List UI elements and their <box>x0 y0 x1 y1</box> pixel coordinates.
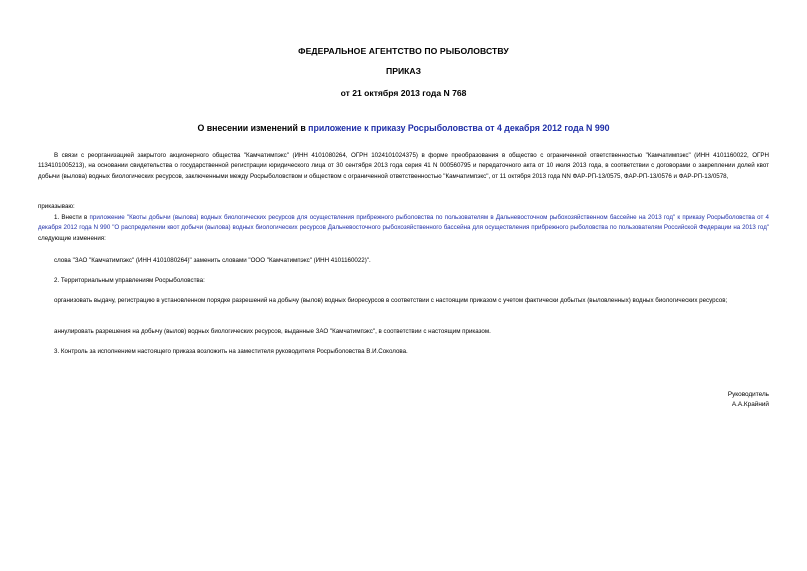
date-number-heading: от 21 октября 2013 года N 768 <box>340 88 467 98</box>
item-2a-text: организовать выдачу, регистрацию в установленном порядке разрешений на добычу (вылов) водных биоресурсов в соответствии с настоящим приказом с учетом фактически добытых (выловленных) водных биологических ресурсов; <box>54 297 728 304</box>
order-word-text: приказываю: <box>38 203 75 210</box>
signature-name: А.А.Крайний <box>731 401 769 408</box>
doc-type-heading: ПРИКАЗ <box>386 66 421 76</box>
replace-text: слова "ЗАО "Камчатимпэкс" (ИНН 4101080264)" заменить словами "ООО "Камчатимпэкс" (ИНН 4101160022)". <box>54 257 371 264</box>
item-2b-text: аннулировать разрешения на добычу (вылов) водных биологических ресурсов, выданные ЗАО "Камчатимпэкс", в соответствии с настоящим приказом. <box>54 328 491 335</box>
document-title <box>0 123 807 133</box>
item-3-paragraph <box>38 347 769 357</box>
preamble-paragraph <box>38 151 769 182</box>
item-2-paragraph <box>38 276 769 286</box>
title-link[interactable]: приложение к приказу Росрыболовства от 4 декабря 2012 года N 990 <box>308 123 610 133</box>
item-1-paragraph <box>38 213 769 244</box>
agency-heading: ФЕДЕРАЛЬНОЕ АГЕНТСТВО ПО РЫБОЛОВСТВУ <box>298 46 509 56</box>
item-3-text: 3. Контроль за исполнением настоящего приказа возложить на заместителя руководителя Росрыболовства В.И.Соколова. <box>54 348 408 355</box>
replace-paragraph <box>38 256 769 266</box>
preamble-text: В связи с реорганизацией закрытого акционерного общества "Камчатимпэкс" (ИНН 4101080264, ОГРН 1024101024375) в форме преобразования в общество с ограниченной ответственностью "Камчатимпэкс" (ИНН 4101160022, ОГРН 1134101005213), на основании свидетельства о государственной регистрации юридического лица от 30 сентября 2013 года серия 41 N 000560795 и передаточного акта от 10 июля 2013 года, в соответствии с договорами о закреплении долей квот добычи (вылова) водных биологических ресурсов, заключенными между Росрыболовством и обществом с ограниченной ответственностью "Камчатимпэкс", от 11 октября 2013 года NN ФАР-РП-13/0575, ФАР-РП-13/0576 и ФАР-РП-13/0578, <box>38 152 769 180</box>
title-prefix: О внесении изменений в <box>197 123 309 133</box>
item-2-text: 2. Территориальным управлениям Росрыболовства: <box>54 277 205 284</box>
item-2a-paragraph <box>38 296 769 306</box>
item-1-prefix: 1. Внести в <box>54 214 90 221</box>
item-1-link[interactable]: приложение "Квоты добычи (вылова) водных биологических ресурсов для осуществления прибрежного рыболовства по пользователям в Дальневосточном рыбохозяйственном бассейне на 2013 год" к приказу Росрыболовства от 4 декабря 2012 года N 990 "О распределении квот добычи (вылова) водных биологических ресурсов Дальневосточного рыбохозяйственного бассейна для осуществления прибрежного рыболовства по пользователям Российской Федерации на 2013 год" <box>38 214 769 232</box>
signature-position: Руководитель <box>727 391 769 398</box>
item-2b-paragraph <box>38 327 769 337</box>
item-1-suffix: следующие изменения: <box>38 234 106 242</box>
order-word <box>38 202 769 212</box>
